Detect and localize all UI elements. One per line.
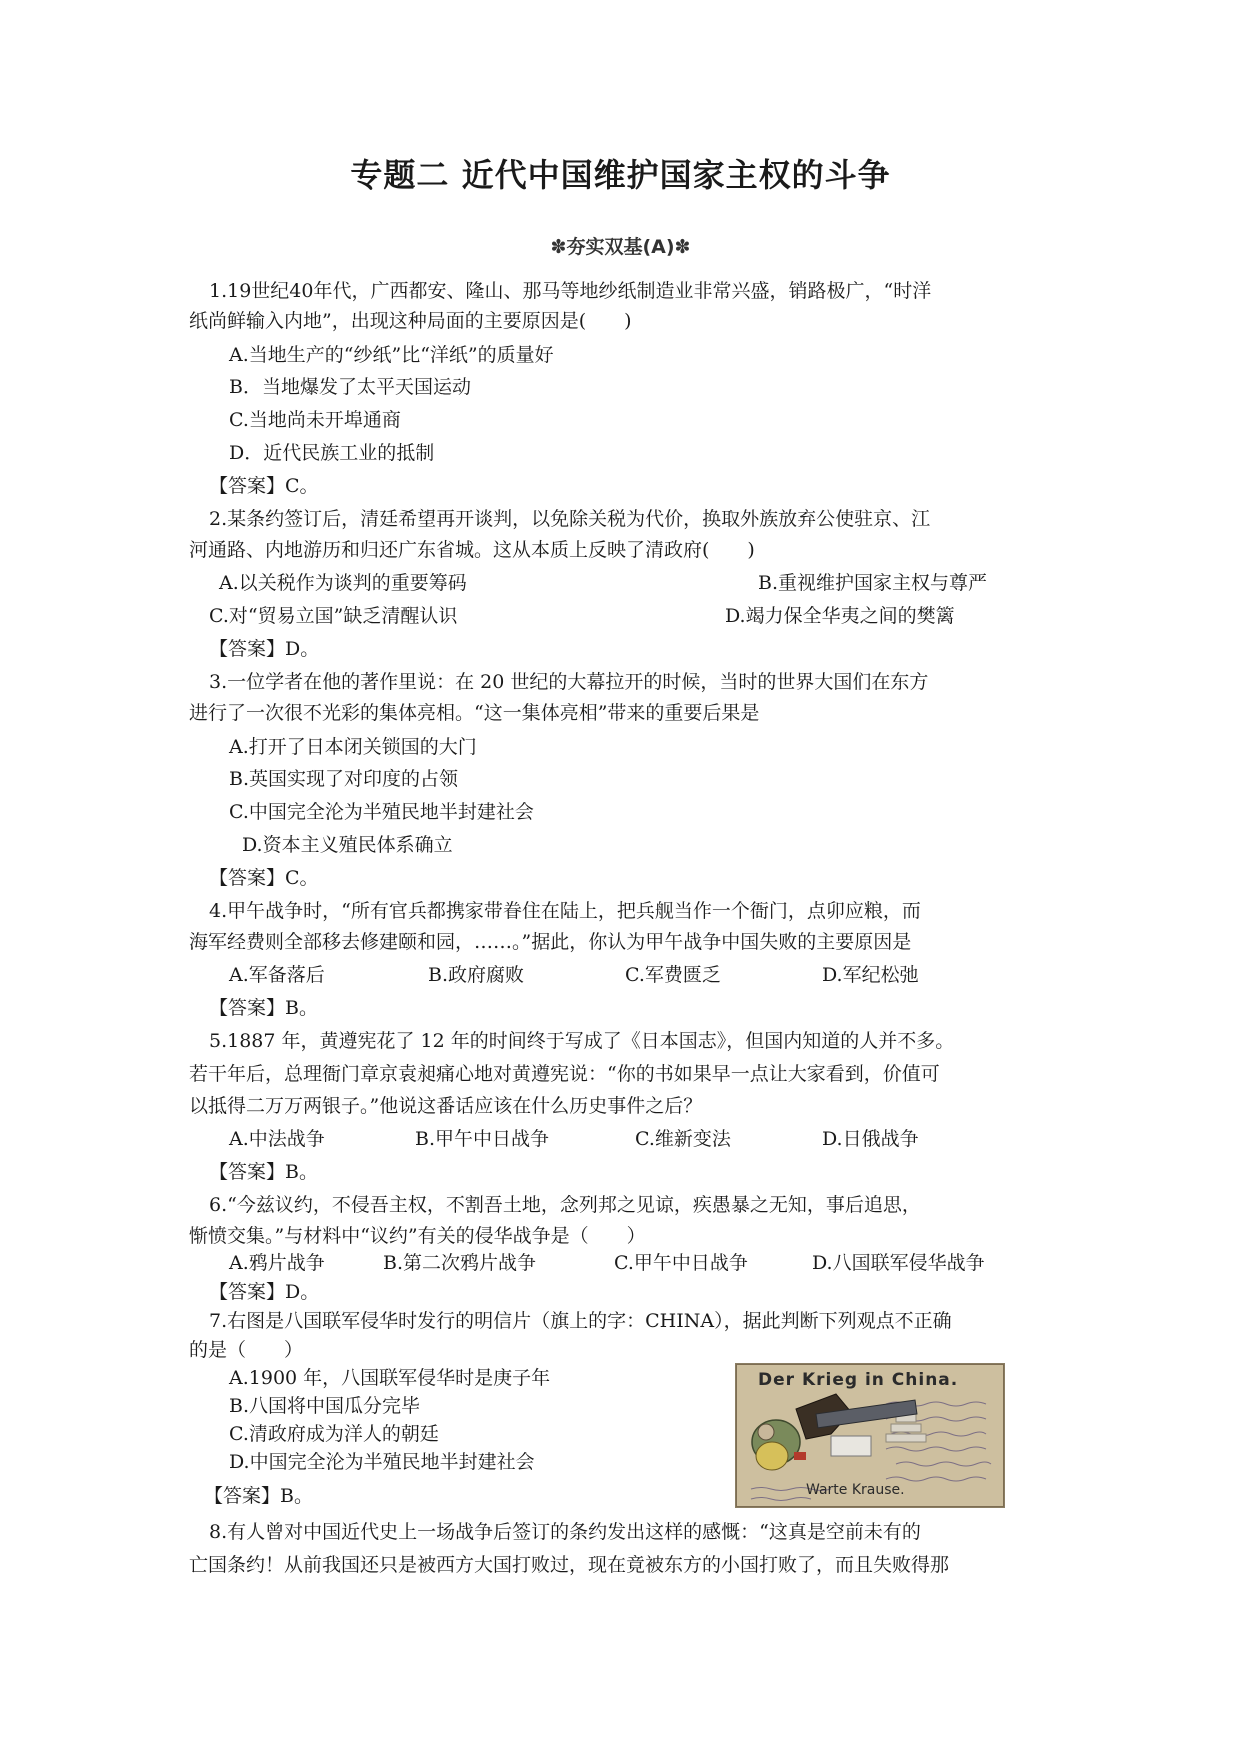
question-2-stem: 2.某条约签订后，清廷希望再开谈判，以免除关税为代价，换取外族放弃公使驻京、江 <box>209 508 931 530</box>
question-3-stem: 3.一位学者在他的著作里说：在 20 世纪的大幕拉开的时候，当时的世界大国们在东方 <box>209 671 929 693</box>
question-7-stem-cont: 的是（ ） <box>189 1339 304 1361</box>
postcard-caption: Warte Krause. <box>806 1482 905 1498</box>
question-5-stem-cont: 若干年后，总理衙门章京袁昶痛心地对黄遵宪说：“你的书如果早一点让大家看到，价值可 <box>189 1063 940 1085</box>
question-5-answer: 【答案】B。 <box>209 1161 318 1183</box>
question-1-option-b: B．当地爆发了太平天国运动 <box>229 376 471 398</box>
question-4-option-c: C.军费匮乏 <box>625 964 721 986</box>
question-5-option-a: A.中法战争 <box>229 1128 325 1150</box>
question-7-answer: 【答案】B。 <box>204 1485 313 1507</box>
question-2-stem-cont: 河通路、内地游历和归还广东省城。这从本质上反映了清政府( ) <box>189 539 755 561</box>
question-8-stem-cont: 亡国条约！从前我国还只是被西方大国打败过，现在竟被东方的小国打败了，而且失败得那 <box>189 1554 950 1576</box>
page-title: 专题二 近代中国维护国家主权的斗争 <box>350 156 891 194</box>
question-6-option-d: D.八国联军侵华战争 <box>812 1252 985 1274</box>
question-4-stem-cont: 海军经费则全部移去修建颐和园，……。”据此，你认为甲午战争中国失败的主要原因是 <box>189 931 912 953</box>
section-subtitle: ✽夯实双基(A)✽ <box>550 236 691 258</box>
question-6-option-a: A.鸦片战争 <box>229 1252 325 1274</box>
question-2-answer: 【答案】D。 <box>209 638 320 660</box>
postcard-title: Der Krieg in China. <box>758 1370 959 1390</box>
question-2-option-c: C.对“贸易立国”缺乏清醒认识 <box>209 605 458 627</box>
question-5-stem: 5.1887 年，黄遵宪花了 12 年的时间终于写成了《日本国志》，但国内知道的人并不多。 <box>209 1030 955 1052</box>
question-8-stem: 8.有人曾对中国近代史上一场战争后签订的条约发出这样的感慨：“这真是空前未有的 <box>209 1521 921 1543</box>
question-3-option-d: D.资本主义殖民体系确立 <box>242 834 453 856</box>
question-4-option-d: D.军纪松弛 <box>822 964 919 986</box>
question-2-option-d: D.竭力保全华夷之间的樊篱 <box>725 605 955 627</box>
question-3-option-c: C.中国完全沦为半殖民地半封建社会 <box>229 801 534 823</box>
question-5-option-c: C.维新变法 <box>635 1128 731 1150</box>
question-1-option-c: C.当地尚未开埠通商 <box>229 409 401 431</box>
question-3-stem-cont: 进行了一次很不光彩的集体亮相。“这一集体亮相”带来的重要后果是 <box>189 702 760 724</box>
question-5-option-d: D.日俄战争 <box>822 1128 919 1150</box>
question-1-option-a: A.当地生产的“纱纸”比“洋纸”的质量好 <box>229 344 554 366</box>
question-1-stem: 1.19世纪40年代，广西都安、隆山、那马等地纱纸制造业非常兴盛，销路极广，“时洋 <box>209 280 932 302</box>
question-4-stem: 4.甲午战争时，“所有官兵都携家带眷住在陆上，把兵舰当作一个衙门，点卯应粮，而 <box>209 900 921 922</box>
question-6-option-b: B.第二次鸦片战争 <box>383 1252 537 1274</box>
question-4-option-b: B.政府腐败 <box>428 964 525 986</box>
question-5-stem-cont2: 以抵得二万万两银子。”他说这番话应该在什么历史事件之后？ <box>189 1095 703 1117</box>
question-4-answer: 【答案】B。 <box>209 997 318 1019</box>
question-3-option-a: A.打开了日本闭关锁国的大门 <box>229 736 477 758</box>
question-6-stem-cont: 惭愤交集。”与材料中“议约”有关的侵华战争是（ ） <box>189 1225 646 1247</box>
question-1-option-d: D．近代民族工业的抵制 <box>229 442 435 464</box>
question-7-option-c: C.清政府成为洋人的朝廷 <box>229 1423 439 1445</box>
postcard-image <box>735 1363 1005 1508</box>
question-3-answer: 【答案】C。 <box>209 867 319 889</box>
question-6-option-c: C.甲午中日战争 <box>614 1252 748 1274</box>
question-3-option-b: B.英国实现了对印度的占领 <box>229 768 459 790</box>
question-7-stem: 7.右图是八国联军侵华时发行的明信片（旗上的字：CHINA），据此判断下列观点不正确 <box>209 1310 952 1332</box>
question-1-stem-cont: 纸尚鲜输入内地”，出现这种局面的主要原因是( ) <box>189 310 632 332</box>
question-6-answer: 【答案】D。 <box>209 1281 320 1303</box>
question-6-stem: 6.“今兹议约，不侵吾主权，不割吾土地，念列邦之见谅，疾愚暴之无知，事后追思， <box>209 1194 921 1216</box>
question-7-option-b: B.八国将中国瓜分完毕 <box>229 1395 421 1417</box>
question-2-option-b: B.重视维护国家主权与尊严 <box>758 572 988 594</box>
question-2-option-a: A.以关税作为谈判的重要筹码 <box>219 572 467 594</box>
question-7-option-a: A.1900 年，八国联军侵华时是庚子年 <box>229 1367 551 1389</box>
question-5-option-b: B.甲午中日战争 <box>415 1128 550 1150</box>
question-4-option-a: A.军备落后 <box>229 964 325 986</box>
question-1-answer: 【答案】C。 <box>209 475 319 497</box>
question-7-option-d: D.中国完全沦为半殖民地半封建社会 <box>229 1451 535 1473</box>
